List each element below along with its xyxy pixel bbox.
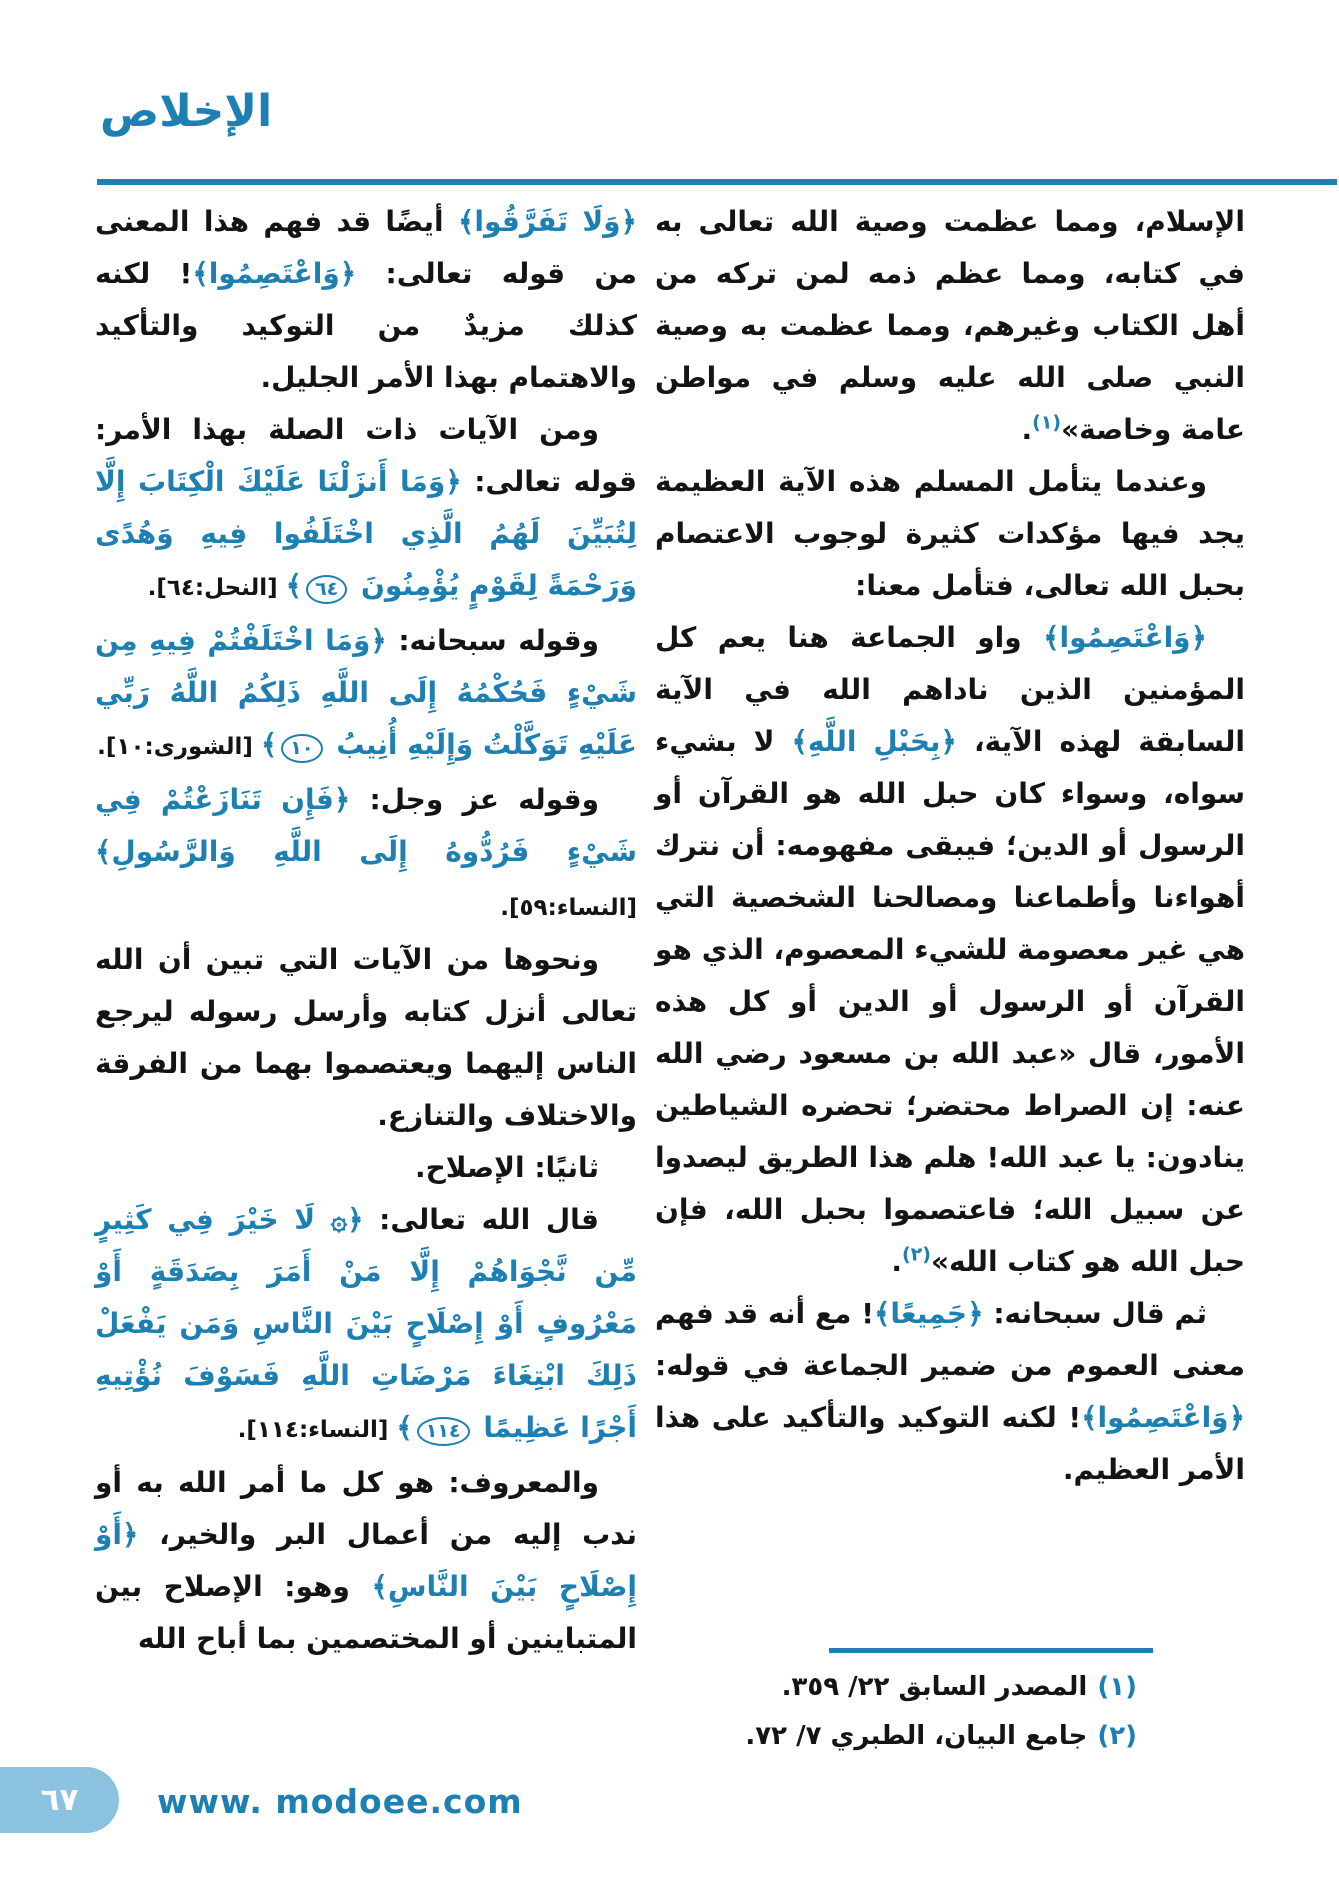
text-run: ! لكنه التوكيد والتأكيد على هذا الأمر العظيم.: [655, 1401, 1245, 1486]
header-rule: [97, 179, 1337, 185]
quran-quote: ﴿وَاعْتَصِمُوا﴾: [1081, 1401, 1245, 1434]
paragraph: [655, 196, 1245, 456]
quran-quote: ﴾: [260, 728, 278, 761]
page-title: الإخلاص: [100, 86, 273, 137]
paragraph: [95, 774, 637, 934]
quran-quote: ﴿أَوْ إِصْلَاحٍ بَيْنَ النَّاسِ﴾: [95, 1518, 638, 1603]
paragraph: [655, 612, 1245, 1288]
footnote-marker: (٢): [901, 1243, 931, 1266]
verse-reference: [النحل:٦٤].: [147, 575, 286, 601]
page-body: [95, 196, 1245, 1665]
text-run: ! لكنه كذلك مزيدٌ من التوكيد والتأكيد والاهتمام بهذا الأمر الجليل.: [95, 257, 637, 394]
paragraph: [95, 934, 637, 1142]
verse-reference: [النساء:١١٤].: [237, 1417, 397, 1443]
section-heading: ثانيًا: الإصلاح.: [414, 1151, 599, 1184]
quran-quote: ﴾: [396, 1411, 413, 1444]
quran-quote: ﴿جَمِيعًا﴾: [873, 1297, 984, 1330]
quran-quote: ﴿وَمَا اخْتَلَفْتُمْ فِيهِ مِن شَيْءٍ فَحُكْمُهُ إِلَى اللَّهِ ذَلِكُمُ اللَّهُ رَبِّي عَلَيْهِ تَوَكَّلْتُ وَإِلَيْهِ أُنِيبُ: [95, 624, 637, 761]
footnotes-block: [713, 1648, 1153, 1761]
text-run: .: [891, 1245, 902, 1278]
text-run: وعندما يتأمل المسلم هذه الآية العظيمة يجد فيها مؤكدات كثيرة لوجوب الاعتصام بحبل الله تعالى، فتأمل معنا:: [655, 465, 1245, 602]
column-left: [95, 196, 637, 1665]
paragraph: [95, 1194, 637, 1457]
verse-reference: [الشورى:١٠].: [97, 734, 261, 760]
text-run: قال الله تعالى:: [363, 1203, 600, 1236]
quran-quote: ﴿۞ لَا خَيْرَ فِي كَثِيرٍ مِّن نَّجْوَاهُمْ إِلَّا مَنْ أَمَرَ بِصَدَقَةٍ أَوْ مَعْرُوفٍ أَوْ إِصْلَاحٍ بَيْنَ النَّاسِ وَمَن يَفْعَلْ ذَلِكَ ابْتِغَاءَ مَرْضَاتِ اللَّهِ فَسَوْفَ نُؤْتِيهِ أَجْرًا عَظِيمًا: [95, 1203, 637, 1444]
text-run: .: [1021, 413, 1033, 446]
paragraph: [95, 1457, 637, 1665]
quran-quote: ﴿فَإِن تَنَازَعْتُمْ فِي شَيْءٍ فَرُدُّوهُ إِلَى اللَّهِ وَالرَّسُولِ﴾: [95, 783, 637, 868]
text-run: أيضًا قد فهم هذا المعنى من قوله تعالى:: [95, 205, 637, 290]
text-run: ونحوها من الآيات التي تبين أن الله تعالى أنزل كتابه وأرسل رسوله ليرجع الناس إليهما ويعتصموا بهما من الفرقة والاختلاف والتنازع.: [95, 943, 637, 1132]
footnote: [713, 1663, 1137, 1712]
footnote-text: جامع البيان، الطبري ٧/ ٧٢.: [745, 1721, 1088, 1751]
paragraph: [95, 404, 637, 615]
verse-reference: [النساء:٥٩].: [500, 895, 637, 921]
website-link[interactable]: www. modoee.com: [157, 1782, 523, 1821]
text-run: والمعروف: هو كل ما أمر الله به أو ندب إليه من أعمال البر والخير،: [95, 1466, 637, 1551]
paragraph: [95, 615, 637, 774]
verse-number: ١١٤: [417, 1417, 470, 1446]
text-run: ومن الآيات ذات الصلة بهذا الأمر: قوله تعالى:: [95, 413, 637, 498]
verse-number: ٦٤: [306, 575, 347, 604]
quran-quote: ﴿وَلَا تَفَرَّقُوا﴾: [457, 205, 637, 238]
footnote-list: [713, 1663, 1153, 1761]
text-run: وقوله عز وجل:: [350, 783, 599, 816]
text-run: لا بشيء سواه، وسواء كان حبل الله هو القرآن أو الرسول أو الدين؛ فيبقى مفهومه: أن نترك أهواءنا وأطماعنا ومصالحنا الشخصية التي هي غير معصومة للشيء المعصوم، الذي هو القرآن أو الرسول أو الدين أو كل هذه الأمور، قال «عبد الله بن مسعود رضي الله عنه: إن الصراط محتضر؛ تحضره الشياطين ينادون: يا عبد الله! هلم هذا الطريق ليصدوا عن سبيل الله؛ فاعتصموا بحبل الله، فإن حبل الله هو كتاب الله»: [655, 725, 1245, 1278]
footnote-number: (١): [1097, 1672, 1137, 1702]
text-run: وقوله سبحانه:: [386, 624, 599, 657]
text-run: وهو: الإصلاح بين المتباينين أو المختصمين بما أباح الله: [95, 1570, 637, 1655]
page-number-pill: [0, 1767, 119, 1833]
paragraph: [655, 456, 1245, 612]
page-number: ٦٧: [40, 1782, 79, 1818]
paragraph: [95, 1142, 637, 1194]
footnote-text: المصدر السابق ٢٢/ ٣٥٩.: [781, 1672, 1088, 1702]
footnote-divider: [829, 1648, 1153, 1653]
text-run: ثم قال سبحانه:: [983, 1297, 1207, 1330]
footnote: [713, 1712, 1137, 1761]
footnote-marker: (١): [1032, 411, 1062, 434]
text-run: ! مع أنه قد فهم معنى العموم من ضمير الجماعة في قوله:: [655, 1297, 1245, 1382]
footnote-number: (٢): [1097, 1721, 1137, 1751]
quran-quote: ﴿وَمَا أَنزَلْنَا عَلَيْكَ الْكِتَابَ إِلَّا لِتُبَيِّنَ لَهُمُ الَّذِي اخْتَلَفُوا فِيهِ وَهُدًى وَرَحْمَةً لِقَوْمٍ يُؤْمِنُونَ: [95, 465, 637, 602]
column-right: [655, 196, 1245, 1496]
quran-quote: ﴾: [285, 569, 303, 602]
quran-quote: ﴿بِحَبْلِ اللَّهِ﴾: [791, 725, 957, 758]
paragraph: [95, 196, 637, 404]
text-run: الإسلام، ومما عظمت وصية الله تعالى به في كتابه، ومما عظم ذمه لمن تركه من أهل الكتاب وغيرهم، ومما عظمت به وصية النبي صلى الله عليه وسلم في مواطن عامة وخاصة»: [655, 205, 1245, 446]
paragraph: [655, 1288, 1245, 1496]
verse-number: ١٠: [281, 734, 322, 763]
quran-quote: ﴿وَاعْتَصِمُوا﴾: [1043, 621, 1207, 654]
text-run: واو الجماعة هنا يعم كل المؤمنين الذين ناداهم الله في الآية السابقة لهذه الآية،: [655, 621, 1245, 758]
quran-quote: ﴿وَاعْتَصِمُوا﴾: [192, 257, 357, 290]
